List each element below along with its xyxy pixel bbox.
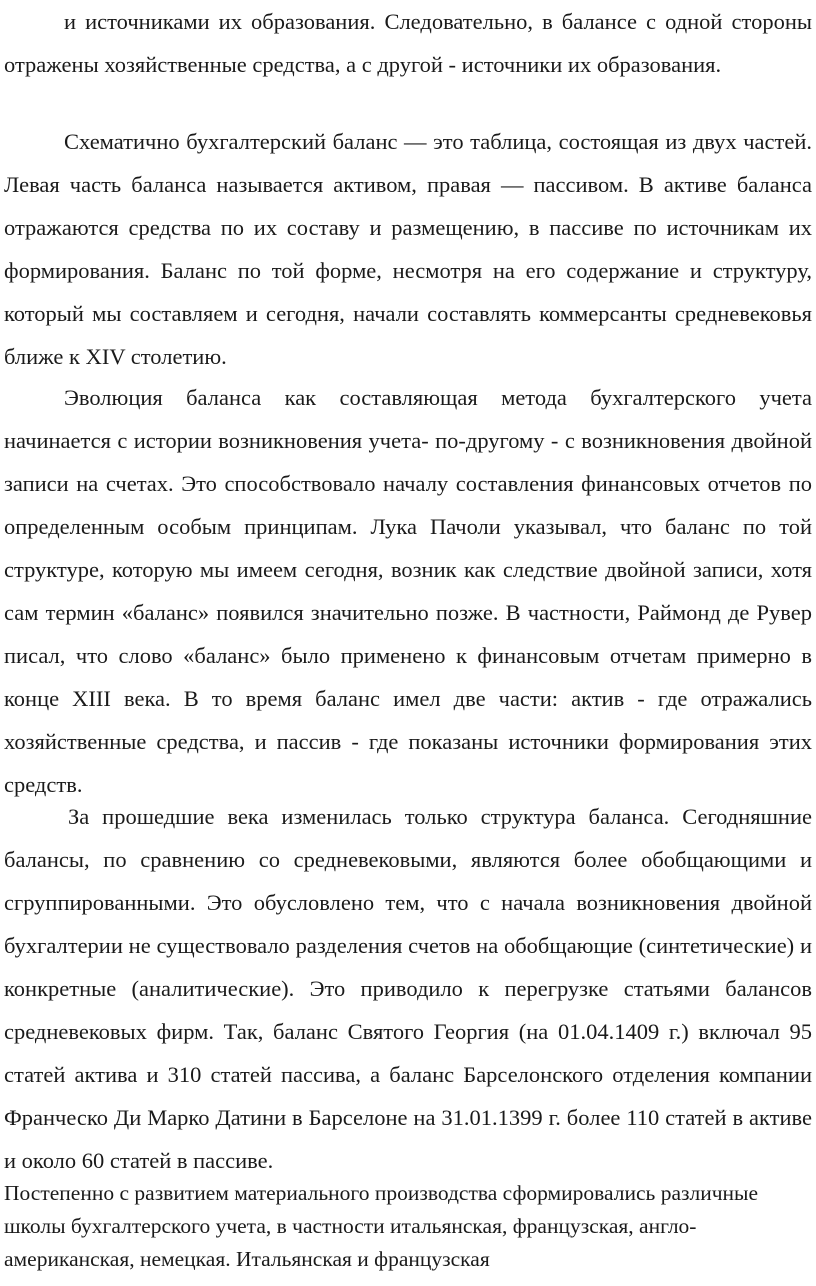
paragraph-4: За прошедшие века изменилась только структура баланса. Сегодняшние балансы, по сравнению со средневековыми, являются более обобщающими и сгруппированными. Это обусловлено тем, что с начала возникновения двойной бухгалтерии не существовало разделения счетов на обобщающие (синтетические) и конкретные (аналитические). Это приводило к перегрузке статьями балансов средневековых фирм. Так, баланс Святого Георгия (на 01.04.1409 г.) включал 95 статей актива и 310 статей пассива, а баланс Барселонского отделения компании Франческо Ди Марко Датини в Барселоне на 31.01.1399 г. более 110 статей в активе и около 60 статей в пассиве. <box>4 804 812 1173</box>
paragraph-3: Эволюция баланса как составляющая метода бухгалтерского учета начинается с истории возникновения учета- по-другому - с возникновения двойной записи на счетах. Это способствовало началу составления финансовых отчетов по определенным особым принципам. Лука Пачоли указывал, что баланс по той структуре, которую мы имеем сегодня, возник как следствие двойной записи, хотя сам термин «баланс» появился значительно позже. В частности, Раймонд де Рувер писал, что слово «баланс» было применено к финансовым отчетам примерно в конце XIII века. В то время баланс имел две части: актив - где отражались хозяйственные средства, и пассив - где показаны источники формирования этих средств. <box>4 385 812 797</box>
paragraph-2: Схематично бухгалтерский баланс — это таблица, состоящая из двух частей. Левая часть баланса называется активом, правая — пассивом. В активе баланса отражаются средства по их составу и размещению, в пассиве по источникам их формирования. Баланс по той форме, несмотря на его содержание и структуру, который мы составляем и сегодня, начали составлять коммерсанты средневековья ближе к XIV столетию. <box>4 129 812 369</box>
paragraph-1: и источниками их образования. Следовательно, в балансе с одной стороны отражены хозяйственные средства, а с другой - источники их образования. <box>4 9 812 77</box>
paragraph-5: Постепенно с развитием материального производства сформировались различные школы бухгалтерского учета, в частности итальянская, французская, англо-американская, немецкая. Итальянская и французская <box>4 1181 759 1271</box>
